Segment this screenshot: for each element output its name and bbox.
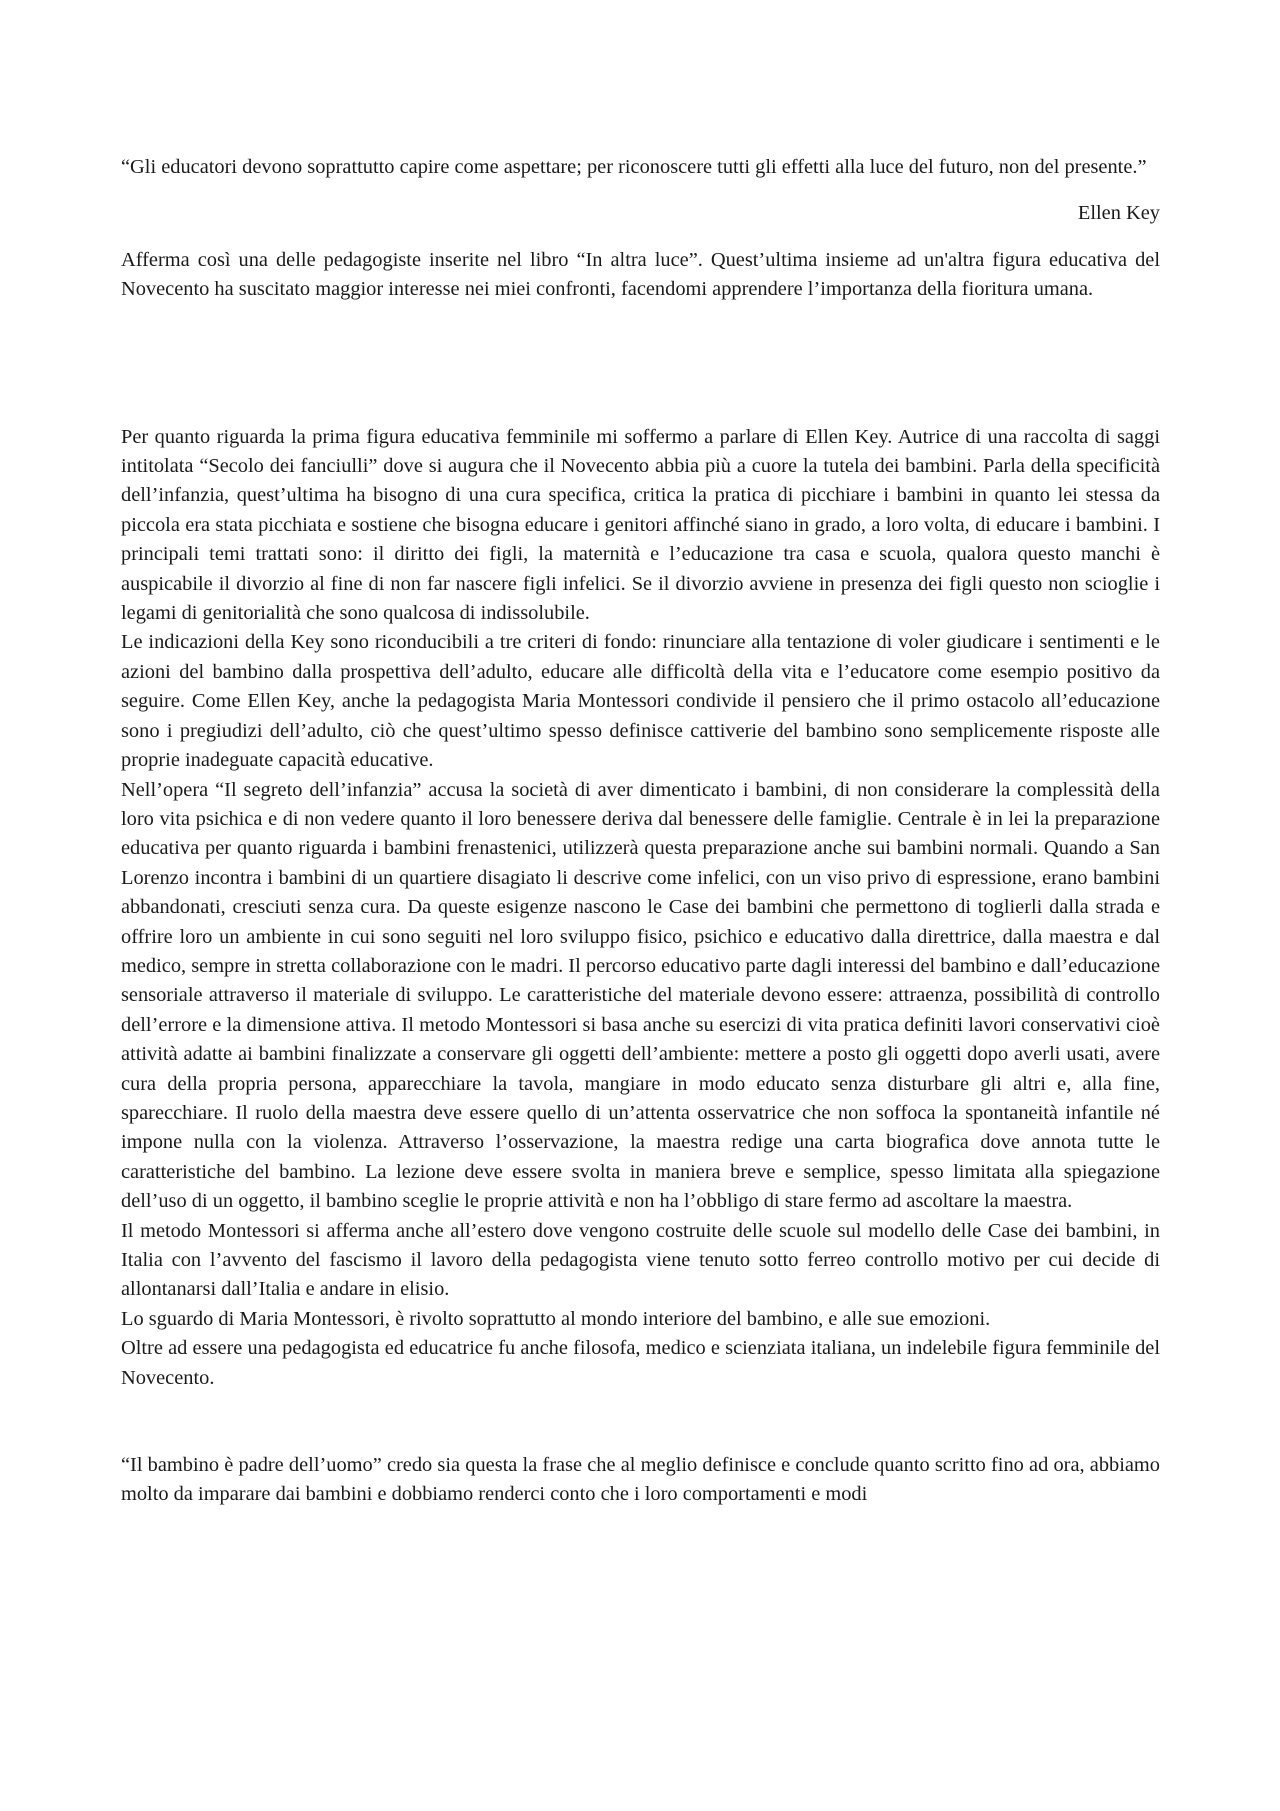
paragraph-ellen-key: Per quanto riguarda la prima figura educativa femminile mi soffermo a parlare di Ellen Key. Autrice di una raccolta di saggi intitolata “Secolo dei fanciulli” dove si augura che il Novecento abbia più a cuore la tutela dei bambini. Parla della specificità dell’infanzia, quest’ultima ha bisogno di una cura specifica, critica la pratica di picchiare i bambini in quanto lei stessa da piccola era stata picchiata e sostiene che bisogna educare i genitori affinché siano in grado, a loro volta, di educare i bambini. I principali temi trattati sono: il diritto dei figli, la maternità e l’educazione tra casa e scuola, qualora questo manchi è auspicabile il divorzio al fine di non far nascere figli infelici. Se il divorzio avviene in presenza dei figli questo non scioglie i legami di genitorialità che sono qualcosa di indissolubile. [121,425,1160,625]
paragraph-montessori: Nell’opera “Il segreto dell’infanzia” accusa la società di aver dimenticato i bambini, di non considerare la complessità della loro vita psichica e di non vedere quanto il loro benessere deriva dal benessere delle famiglie. Centrale è in lei la preparazione educativa per quanto riguarda i bambini frenastenici, utilizzerà questa preparazione anche sui bambini normali. Quando a San Lorenzo incontra i bambini di un quartiere disagiato li descrive come infelici, con un viso privo di espressione, erano bambini abbandonati, cresciuti senza cura. Da queste esigenze nascono le Case dei bambini che permettono di toglierli dalla strada e offrire loro un ambiente in cui sono seguiti nel loro sviluppo fisico, psichico e educativo dalla direttrice, dalla maestra e dal medico, sempre in stretta collaborazione con le madri. Il percorso educativo parte dagli interessi del bambino e dall’educazione sensoriale attraverso il materiale di sviluppo. Le caratteristiche del materiale devono essere: attraenza, possibilità di controllo dell’errore e la dimensione attiva. Il metodo Montessori si basa anche su esercizi di vita pratica definiti lavori conservativi cioè attività adatte ai bambini finalizzate a conservare gli oggetti dell’ambiente: mettere a posto gli oggetti dopo averli usati, avere cura della propria persona, apparecchiare la tavola, mangiare in modo educato senza disturbare gli altri e, alla fine, sparecchiare. Il ruolo della maestra deve essere quello di un’attenta osservatrice che non soffoca la spontaneità infantile né impone nulla con la violenza. Attraverso l’osservazione, la maestra redige una carta biografica dove annota tutte le caratteristiche del bambino. La lezione deve essere svolta in maniera breve e semplice, spesso limitata alla spiegazione dell’uso di un oggetto, il bambino sceglie le proprie attività e non ha l’obbligo di stare fermo ad ascoltare la maestra. [121,778,1160,1213]
paragraph-montessori-figure: Oltre ad essere una pedagogista ed educatrice fu anche filosofa, medico e scienziata italiana, un indelebile figura femminile del Novecento. [121,1337,1160,1389]
opening-quote: “Gli educatori devono soprattutto capire come aspettare; per riconoscere tutti gli effetti alla luce del futuro, non del presente.” [121,156,1147,178]
document-body [121,153,1160,1510]
quote-author: Ellen Key [1077,202,1160,225]
paragraph-montessori-gaze: Lo sguardo di Maria Montessori, è rivolto soprattutto al mondo interiore del bambino, e alle sue emozioni. [121,1307,991,1330]
paragraph-key-criteria: Le indicazioni della Key sono riconducibili a tre criteri di fondo: rinunciare alla tentazione di voler giudicare i sentimenti e le azioni del bambino dalla prospettiva dell’adulto, educare alle difficoltà della vita e l’educatore come esempio positivo da seguire. Come Ellen Key, anche la pedagogista Maria Montessori condivide il pensiero che il primo ostacolo all’educazione sono i pregiudizi dell’adulto, ciò che quest’ultimo spesso definisce cattiverie del bambino sono semplicemente risposte alle proprie inadeguate capacità educative. [121,631,1160,772]
intro-paragraph: Afferma così una delle pedagogiste inserite nel libro “In altra luce”. Quest’ultima insieme ad un'altra figura educativa del Novecento ha suscitato maggior interesse nei miei confronti, facendomi apprendere l’importanza della fioritura umana. [121,248,1160,301]
paragraph-montessori-abroad: Il metodo Montessori si afferma anche all’estero dove vengono costruite delle scuole sul modello delle Case dei bambini, in Italia con l’avvento del fascismo il lavoro della pedagogista viene tenuto sotto ferreo controllo motivo per cui decide di allontanarsi dall’Italia e andare in elisio. [121,1219,1160,1301]
closing-paragraph: “Il bambino è padre dell’uomo” credo sia questa la frase che al meglio definisce e conclude quanto scritto fino ad ora, abbiamo molto da imparare dai bambini e dobbiamo renderci conto che i loro comportamenti e modi [121,1454,1160,1506]
